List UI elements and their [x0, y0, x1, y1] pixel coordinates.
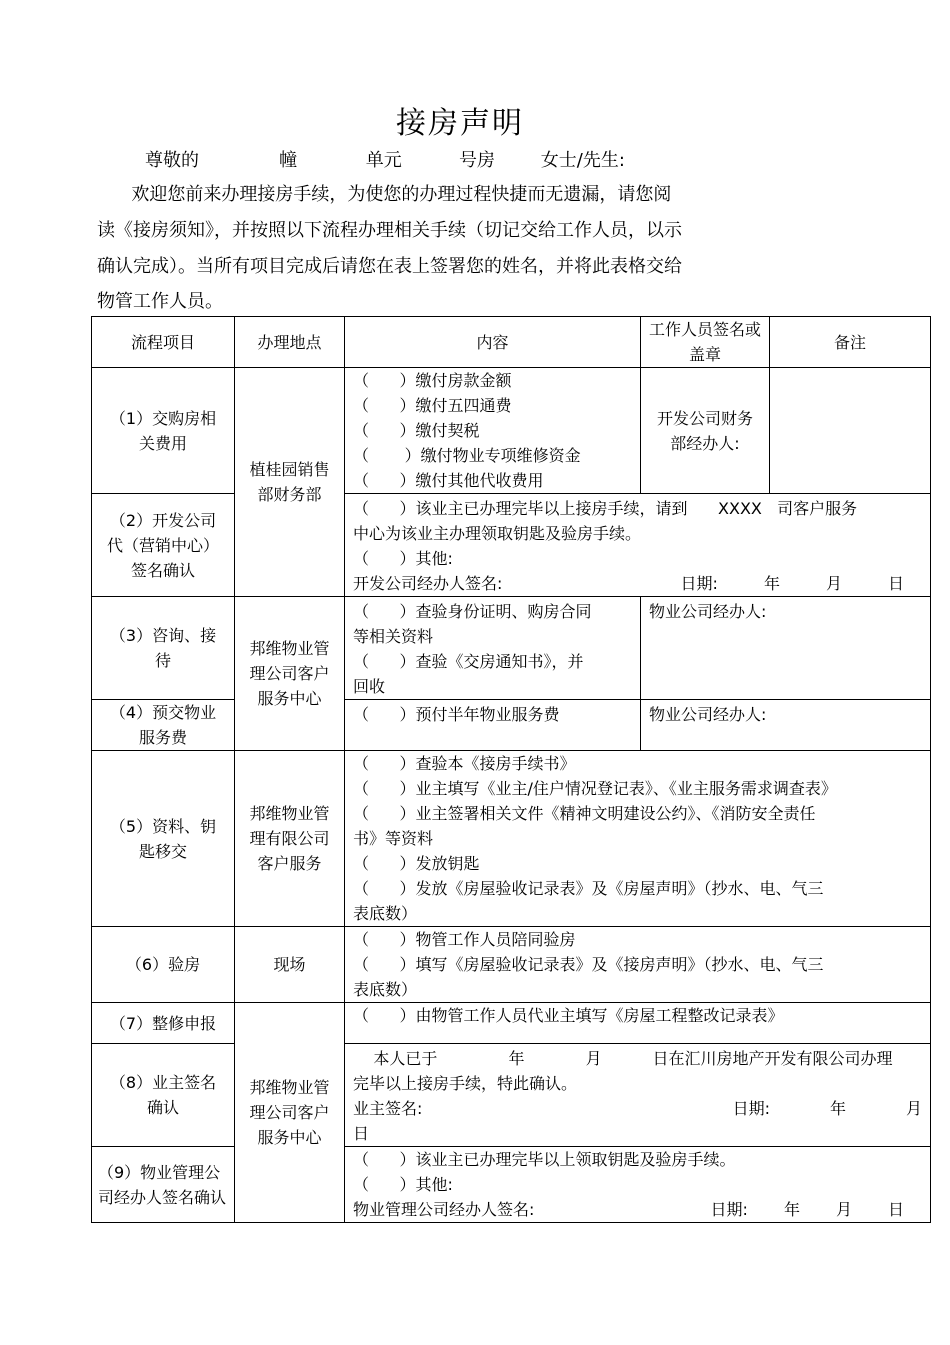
location-3-4: 邦维物业管理公司客户服务中心 — [235, 597, 345, 751]
month-label: 月 — [835, 1200, 852, 1219]
process-item-8: （8）业主签名确认 — [92, 1044, 235, 1147]
table-row — [92, 494, 931, 597]
process-item-6: （6）验房 — [92, 927, 235, 1003]
signature-date-line — [353, 571, 922, 596]
content-4 — [345, 700, 641, 751]
content-9 — [345, 1147, 931, 1223]
content-line: （ ）发放钥匙 — [353, 854, 480, 873]
date-field — [711, 1197, 904, 1222]
content-1 — [345, 368, 641, 494]
table-row — [92, 1044, 931, 1147]
staff-signature-1: 开发公司财务部经办人: — [641, 368, 770, 494]
page-title: 接房声明 — [396, 106, 524, 141]
date-field — [681, 571, 904, 596]
signature-label: 业主签名: — [353, 1099, 423, 1118]
year-label: 年 — [829, 1099, 846, 1118]
content-line: （ ）查验本《接房手续书》 — [353, 754, 576, 773]
header-location: 办理地点 — [235, 317, 345, 368]
month-label: 月 — [825, 574, 842, 593]
content-5 — [345, 751, 931, 927]
content-line: （ ）发放《房屋验收记录表》及《房屋声明》（抄水、电、气三 — [353, 879, 824, 898]
table-header-row — [92, 317, 931, 368]
content-3 — [345, 597, 641, 700]
table-row — [92, 368, 931, 494]
content-8 — [345, 1044, 931, 1147]
location-6: 现场 — [235, 927, 345, 1003]
process-item-4: （4）预交物业服务费 — [92, 700, 235, 751]
salutation-line: 尊敬的 幢 单元 号房 女士/先生: — [145, 150, 625, 171]
intro-line: 欢迎您前来办理接房手续，为使您的办理过程快捷而无遗漏，请您阅 — [97, 184, 672, 205]
content-line: （ ）预付半年物业服务费 — [353, 705, 560, 724]
content-line: （ ）缴付五四通费 — [353, 396, 512, 415]
header-process-item: 流程项目 — [92, 317, 235, 368]
day-label: 日 — [353, 1124, 370, 1143]
table-row — [92, 1147, 931, 1223]
intro-line: 读《接房须知》，并按照以下流程办理相关手续（切记交给工作人员，以示 — [97, 220, 682, 241]
day-label: 日 — [887, 1200, 904, 1219]
table-row — [92, 927, 931, 1003]
content-line: （ ）物管工作人员陪同验房 — [353, 930, 576, 949]
date-label: 日期: — [710, 1200, 748, 1219]
month-label: 月 — [905, 1099, 922, 1118]
content-line: （ ）缴付物业专项维修资金 — [353, 446, 581, 465]
signature-label: 物业管理公司经办人签名: — [353, 1200, 535, 1219]
content-line: 表底数） — [353, 980, 418, 999]
content-line: 本人已于 年 月 日在汇川房地产开发有限公司办理 — [353, 1049, 893, 1068]
content-line: （ ）由物管工作人员代业主填写《房屋工程整改记录表》 — [353, 1006, 784, 1025]
content-line: 回收 — [353, 677, 386, 696]
header-staff-signature: 工作人员签名或盖章 — [641, 317, 770, 368]
year-label: 年 — [783, 1200, 800, 1219]
date-label: 日期: — [732, 1099, 770, 1118]
table-row — [92, 751, 931, 927]
signature-date-line — [353, 1197, 922, 1222]
content-line: （ ）查验身份证明、购房合同 — [353, 602, 592, 621]
content-line: 等相关资料 — [353, 627, 434, 646]
content-line: （ ）业主填写《业主/住户情况登记表》、《业主服务需求调查表》 — [353, 779, 837, 798]
content-7 — [345, 1003, 931, 1044]
table-row — [92, 1003, 931, 1044]
content-line: （ ）其他: — [353, 1175, 453, 1194]
content-line: 完毕以上接房手续，特此确认。 — [353, 1074, 578, 1093]
year-label: 年 — [763, 574, 780, 593]
location-7-9: 邦维物业管理公司客户服务中心 — [235, 1003, 345, 1223]
intro-line: 物管工作人员。 — [97, 291, 223, 312]
header-remarks: 备注 — [770, 317, 931, 368]
date-field — [733, 1096, 922, 1121]
staff-signature-3: 物业公司经办人: — [641, 597, 931, 700]
content-line: 表底数） — [353, 904, 418, 923]
process-item-1: （1）交购房相关费用 — [92, 368, 235, 494]
content-line: （ ）其他: — [353, 549, 453, 568]
content-line: （ ）业主签署相关文件《精神文明建设公约》、《消防安全责任 — [353, 804, 816, 823]
table-row — [92, 700, 931, 751]
signature-date-line — [353, 1096, 922, 1121]
content-line: （ ）该业主已办理完毕以上接房手续，请到 XXXX 司客户服务 — [353, 499, 858, 518]
content-2 — [345, 494, 931, 597]
table-row — [92, 597, 931, 700]
day-label: 日 — [887, 574, 904, 593]
content-line: （ ）该业主已办理完毕以上领取钥匙及验房手续。 — [353, 1150, 736, 1169]
staff-signature-4: 物业公司经办人: — [641, 700, 931, 751]
location-5: 邦维物业管理有限公司客户服务 — [235, 751, 345, 927]
process-item-9: （9）物业管理公司经办人签名确认 — [92, 1147, 235, 1223]
intro-line: 确认完成）。当所有项目完成后请您在表上签署您的姓名，并将此表格交给 — [97, 256, 682, 277]
content-line: （ ）查验《交房通知书》，并 — [353, 652, 584, 671]
remarks-1 — [770, 368, 931, 494]
content-line: （ ）填写《房屋验收记录表》及《接房声明》（抄水、电、气三 — [353, 955, 824, 974]
process-item-7: （7）整修申报 — [92, 1003, 235, 1044]
content-6 — [345, 927, 931, 1003]
process-item-3: （3）咨询、接待 — [92, 597, 235, 700]
handover-process-table — [91, 316, 931, 1223]
process-item-2: （2）开发公司代（营销中心）签名确认 — [92, 494, 235, 597]
content-line: 中心为该业主办理领取钥匙及验房手续。 — [353, 524, 642, 543]
location-1-2: 植桂园销售部财务部 — [235, 368, 345, 597]
date-label: 日期: — [680, 574, 718, 593]
content-line: （ ）缴付契税 — [353, 421, 480, 440]
header-content: 内容 — [345, 317, 641, 368]
content-line: （ ）缴付房款金额 — [353, 371, 512, 390]
signature-label: 开发公司经办人签名: — [353, 574, 503, 593]
content-line: （ ）缴付其他代收费用 — [353, 471, 544, 490]
process-item-5: （5）资料、钥匙移交 — [92, 751, 235, 927]
content-line: 书》等资料 — [353, 829, 434, 848]
